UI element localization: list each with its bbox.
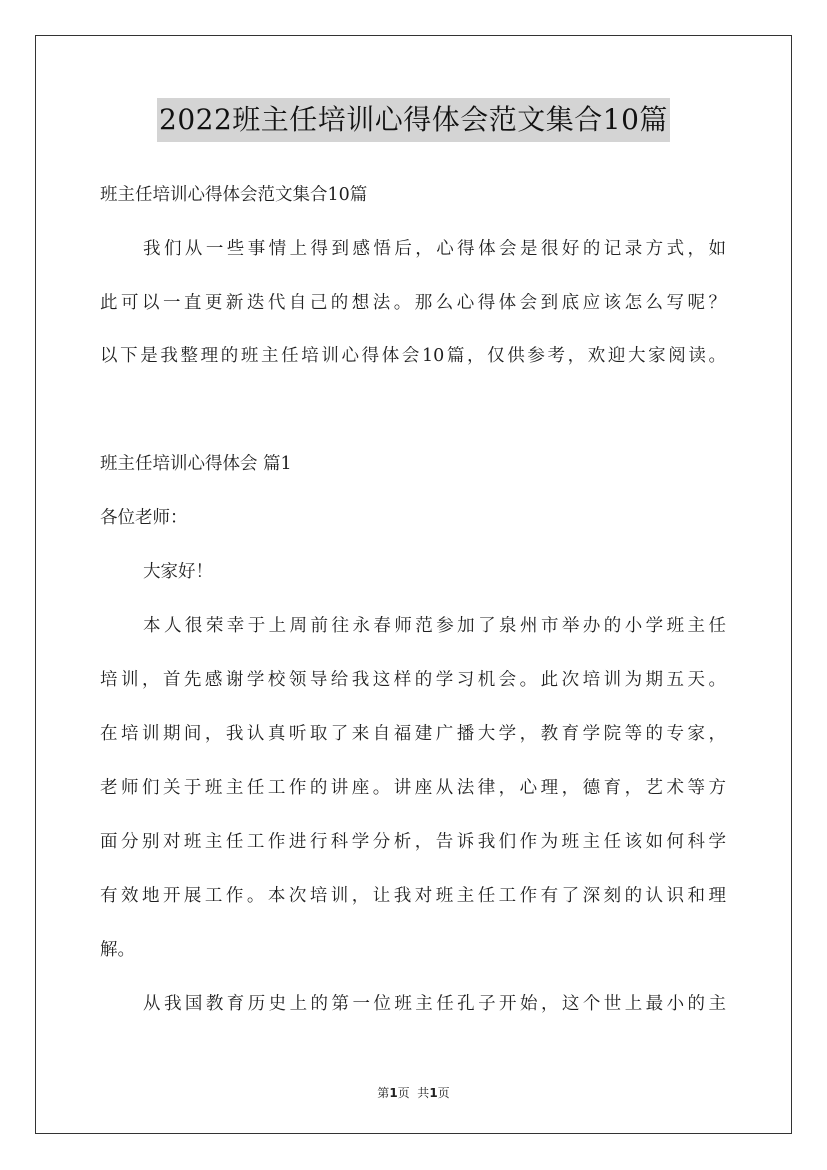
greeting: 大家好！ xyxy=(143,562,213,582)
intro-line-2: 此可以一直更新迭代自己的想法。那么心得体会到底应该怎么写呢？ xyxy=(100,293,726,313)
footer-page-mid: 页 共 xyxy=(397,1086,430,1100)
paragraph1-line-1: 本人很荣幸于上周前往永春师范参加了泉州市举办的小学班主任 xyxy=(143,616,726,636)
footer-page-total: 1 xyxy=(429,1086,438,1100)
paragraph1-line-5: 面分别对班主任工作进行科学分析，告诉我们作为班主任该如何科学 xyxy=(100,832,726,852)
footer-page-current: 1 xyxy=(389,1086,398,1100)
paragraph2-line-1: 从我国教育历史上的第一位班主任孔子开始，这个世上最小的主 xyxy=(143,994,726,1014)
intro-line-1: 我们从一些事情上得到感悟后，心得体会是很好的记录方式，如 xyxy=(143,239,726,259)
paragraph1-line-2: 培训，首先感谢学校领导给我这样的学习机会。此次培训为期五天。 xyxy=(100,670,726,690)
paragraph1-line-3: 在培训期间，我认真听取了来自福建广播大学，教育学院等的专家， xyxy=(100,724,726,744)
document-subtitle: 班主任培训心得体会范文集合10篇 xyxy=(100,185,368,205)
document-title: 2022班主任培训心得体会范文集合10篇 xyxy=(157,98,670,142)
intro-line-3: 以下是我整理的班主任培训心得体会10篇，仅供参考，欢迎大家阅读。 xyxy=(100,346,726,366)
paragraph1-line-4: 老师们关于班主任工作的讲座。讲座从法律，心理，德育，艺术等方 xyxy=(100,778,726,798)
footer-page-prefix: 第 xyxy=(377,1086,390,1100)
page-footer xyxy=(0,1084,827,1101)
paragraph1-line-6: 有效地开展工作。本次培训，让我对班主任工作有了深刻的认识和理 xyxy=(100,886,726,906)
title-container xyxy=(0,98,827,142)
section-heading: 班主任培训心得体会 篇1 xyxy=(100,454,292,474)
footer-page-suffix: 页 xyxy=(437,1086,450,1100)
salutation: 各位老师： xyxy=(100,508,188,528)
paragraph1-line-7: 解。 xyxy=(100,940,135,960)
